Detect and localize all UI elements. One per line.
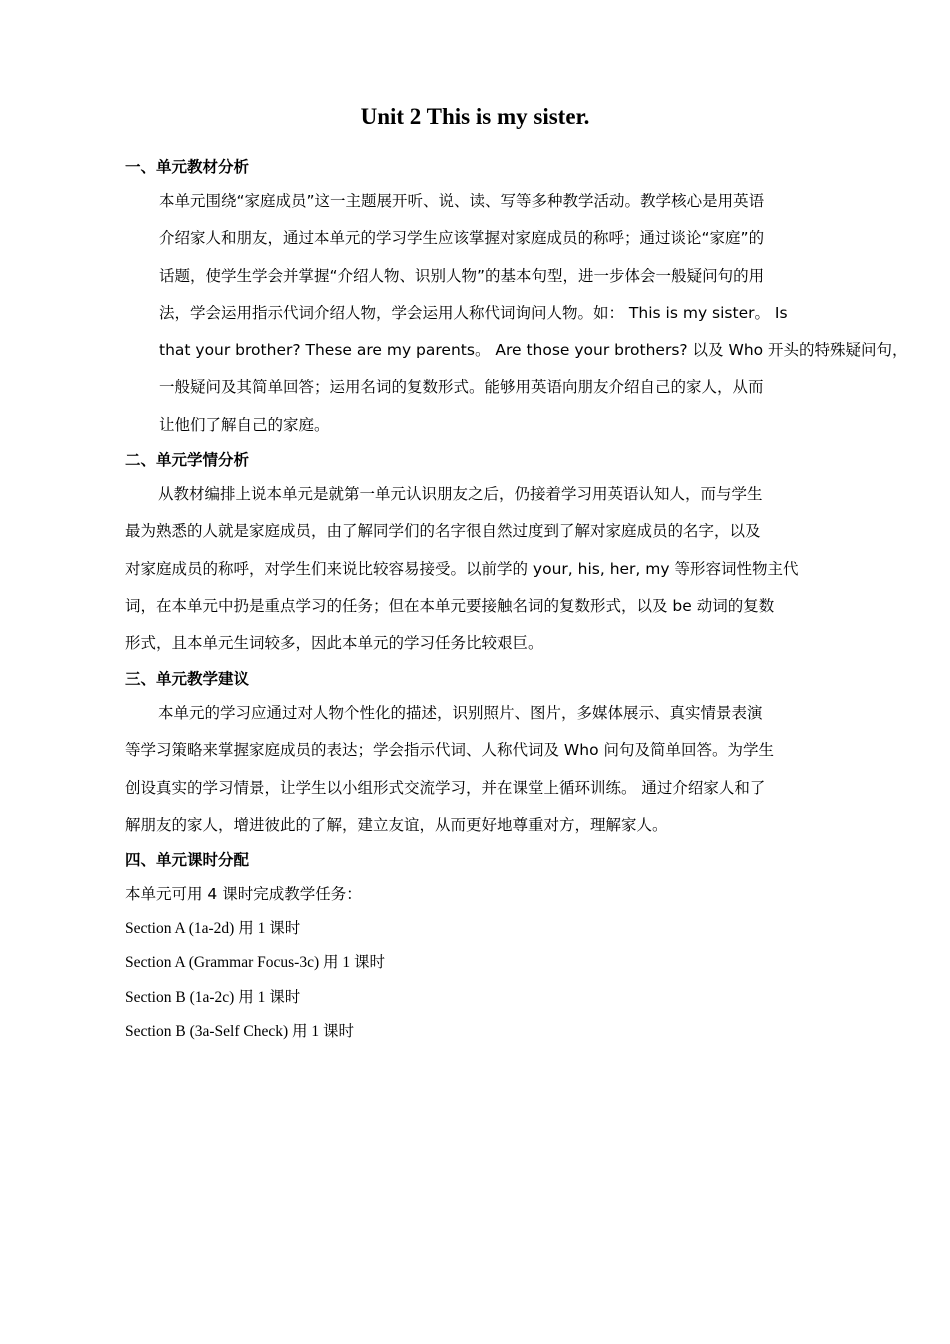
paragraph-line: 本单元的学习应通过对人物个性化的描述，识别照片、图片，多媒体展示、真实情景表演 xyxy=(158,704,763,722)
paragraph-line: 话题，使学生学会并掌握“介绍人物、识别人物”的基本句型，进一步体会一般疑问句的用 xyxy=(159,266,765,285)
section-heading-teaching-suggestions: 三、单元教学建议 xyxy=(125,670,250,688)
paragraph-line: 等学习策略来掌握家庭成员的表达；学会指示代词、人称代词及 Who 问句及简单回答。为学生 xyxy=(125,741,774,760)
lesson-allocation-item: Section A (1a-2d) 用 1 课时 xyxy=(125,920,301,937)
lesson-allocation-item: Section A (Grammar Focus-3c) 用 1 课时 xyxy=(125,954,386,971)
lesson-allocation-item: Section B (3a-Self Check) 用 1 课时 xyxy=(125,1023,355,1040)
lesson-allocation-intro: 本单元可用 4 课时完成教学任务： xyxy=(125,885,362,903)
document-title: Unit 2 This is my sister. xyxy=(360,104,590,129)
paragraph-textbook-analysis xyxy=(159,189,908,450)
paragraph-line: 介绍家人和朋友，通过本单元的学习学生应该掌握对家庭成员的称呼；通过谈论“家庭”的 xyxy=(159,229,765,248)
paragraph-line: 对家庭成员的称呼，对学生们来说比较容易接受。以前学的 your, his, her, my 等形容词性物主代 xyxy=(125,559,799,578)
paragraph-line: 最为熟悉的人就是家庭成员，由了解同学们的名字很自然过度到了解对家庭成员的名字，以及 xyxy=(125,522,761,541)
paragraph-line: 形式，且本单元生词较多，因此本单元的学习任务比较艰巨。 xyxy=(125,634,544,653)
section-heading-textbook-analysis: 一、单元教材分析 xyxy=(125,158,250,176)
paragraph-line: 法，学会运用指示代词介绍人物，学会运用人称代词询问人物。如： This is my sister。 Is xyxy=(159,303,788,322)
paragraph-line: 本单元围绕“家庭成员”这一主题展开听、说、读、写等多种教学活动。教学核心是用英语 xyxy=(159,192,765,210)
paragraph-line: 从教材编排上说本单元是就第一单元认识朋友之后，仍接着学习用英语认知人，而与学生 xyxy=(158,485,763,503)
paragraph-line: 词，在本单元中扔是重点学习的任务；但在本单元要接触名词的复数形式，以及 be 动词的复数 xyxy=(125,596,775,615)
paragraph-line: 让他们了解自己的家庭。 xyxy=(159,415,330,434)
paragraph-line: 解朋友的家人，增进彼此的了解，建立友谊，从而更好地尊重对方，理解家人。 xyxy=(125,815,668,834)
lesson-allocation-item: Section B (1a-2c) 用 1 课时 xyxy=(125,989,301,1006)
paragraph-learner-analysis xyxy=(125,482,830,668)
section-heading-learner-analysis: 二、单元学情分析 xyxy=(125,451,250,469)
section-heading-lesson-allocation: 四、单元课时分配 xyxy=(125,851,250,869)
paragraph-line: that your brother? These are my parents。 Are those your brothers? 以及 Who 开头的特殊疑问句， xyxy=(159,341,908,360)
paragraph-teaching-suggestions xyxy=(125,701,830,850)
paragraph-line: 创设真实的学习情景，让学生以小组形式交流学习，并在课堂上循环训练。 通过介绍家人和了 xyxy=(125,778,766,797)
paragraph-line: 一般疑问及其简单回答；运用名词的复数形式。能够用英语向朋友介绍自己的家人，从而 xyxy=(159,378,764,397)
